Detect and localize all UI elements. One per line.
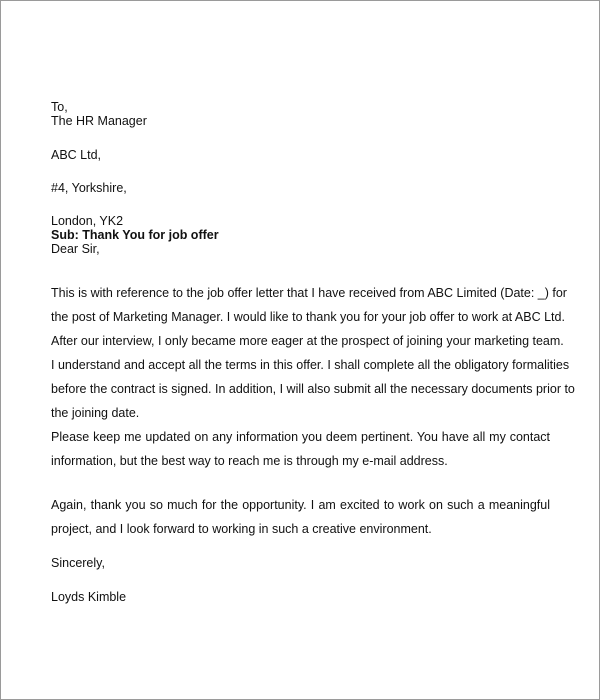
address-company: ABC Ltd, [51,148,102,162]
paragraph-2-line: Please keep me updated on any information you deem pertinent. You have all my contact [51,430,550,444]
address-street: #4, Yorkshire, [51,181,127,195]
paragraph-1-line: the joining date. [51,406,140,420]
paragraph-1-line: After our interview, I only became more eager at the prospect of joining your marketing team. [51,334,564,348]
address-recipient: The HR Manager [51,114,147,128]
signature-name: Loyds Kimble [51,590,127,604]
address-to: To, [51,100,68,114]
paragraph-3-line: Again, thank you so much for the opportunity. I am excited to work on such a meaningful [51,498,550,512]
paragraph-3-line: project, and I look forward to working in such a creative environment. [51,522,432,536]
address-city: London, YK2 [51,214,124,228]
subject-line: Sub: Thank You for job offer [51,228,219,242]
paragraph-1-line: This is with reference to the job offer letter that I have received from ABC Limited (Date: _) for [51,286,567,300]
paragraph-1-line: the post of Marketing Manager. I would like to thank you for your job offer to work at ABC Ltd. [51,310,565,324]
salutation: Dear Sir, [51,242,100,256]
paragraph-1-line: I understand and accept all the terms in this offer. I shall complete all the obligatory formalities [51,358,570,372]
paragraph-1-line: before the contract is signed. In addition, I will also submit all the necessary documents prior to [51,382,575,396]
paragraph-2-line: information, but the best way to reach me is through my e-mail address. [51,454,448,468]
closing: Sincerely, [51,556,105,570]
